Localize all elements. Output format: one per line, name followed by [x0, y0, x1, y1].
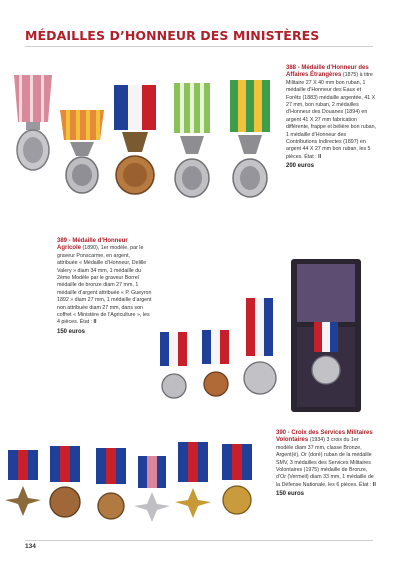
- medal-douanes-bronze: [114, 85, 156, 194]
- lot-389-etat-value: II: [93, 319, 97, 326]
- lot-390-description: [276, 430, 376, 499]
- lot-390-etat-value: II: [372, 481, 376, 488]
- medal-eaux-forets: [60, 110, 104, 193]
- lot-388-heading: 388 - Médaille d’Honneur des Affaires Étrangères: [286, 65, 369, 79]
- lot-390-etat-label: État :: [359, 481, 373, 488]
- medal-affaires-etrangeres: [14, 75, 52, 170]
- medal-agricole-silver-large: [244, 298, 276, 394]
- medal-agricole-in-case: [306, 318, 346, 398]
- lot-388-price: 200 euros: [286, 163, 315, 170]
- case-lid-lining: [297, 264, 355, 322]
- photo-lot-389-medals: [150, 290, 290, 415]
- lot-388-description: [286, 65, 376, 171]
- medaille-smv-bronze: [50, 446, 80, 517]
- page-number: 134: [25, 543, 36, 550]
- lot-389-etat-label: État :: [79, 319, 94, 326]
- photo-lot-388-medals: [4, 60, 284, 200]
- lot-389-description: [57, 238, 152, 336]
- lot-390-heading: 390 - Croix des Services Militaires Volontaires: [276, 430, 373, 444]
- medal-contributions-indirectes: [230, 80, 270, 197]
- medal-douanes-silver: [174, 83, 210, 197]
- page-title: MÉDAILLES D’HONNEUR DES MINISTÈRES: [25, 28, 320, 43]
- croix-smv-or: [175, 442, 211, 518]
- photo-lot-390-medals: [0, 434, 275, 534]
- lot-388-etat-value: II: [318, 153, 322, 160]
- lot-388-etat-label: État :: [304, 153, 319, 160]
- lot-390-price: 150 euros: [276, 491, 305, 498]
- medaille-defense-nationale: [96, 448, 126, 519]
- lot-389-price: 150 euros: [57, 328, 86, 335]
- medaille-smv-vermeil: [222, 444, 252, 514]
- footer-divider: [25, 540, 373, 541]
- croix-smv-bronze: [5, 450, 41, 516]
- lot-389-body: (1890), 1er modèle, par le graveur Ponscarme, en argent, attribuée « Médaille d’Honneur, Delille Valery » diam 34 mm, 1 médaille du 2ème Modèle par le graveur Borrel médaille de bronze diam 27 mm, 1 médaille d’argent attribuée « P. Gueyron 1892 » diam 27 mm, 1 médaille d’argent non attribuée diam 27 mm, dans son coffret « Ministère de l’Agriculture », les 4 pièces.: [57, 245, 152, 326]
- lot-389-heading: 389 - Médaille d’Honneur Agricole: [57, 238, 128, 252]
- medal-agricole-bronze: [202, 330, 229, 396]
- medal-agricole-silver-1: [160, 332, 187, 398]
- croix-smv-argent: [134, 456, 170, 522]
- lot-388-body: (1875) à titre Militaire 27 X 40 mm bon ruban, 1 médaille d’Honneur des Eaux et Forêts (1883) médaille argentée, 41 X 27 mm, bon ruban, 2 médailles d’Honneur des Douanes (1894) en argent 41 X 27 mm fabrication différente, frappe et bélière bon ruban, 1 médaille d’Honneur des Contributions Indirectes (1897) en argent 44 X 27 mm bon ruban, les 5 pièces.: [286, 72, 377, 160]
- title-divider: [25, 46, 373, 47]
- lot-390-body: (1934) 3 croix du 1er modèle diam 37 mm, classe Bronze, Argent(é), Or (doré) ruban de la médaille SMV, 3 médailles des Services Militaires Volontaires (1975) médaille de Bronze, d’Or (Vermeil) diam 33 mm, 1 médaille de la Défense Nationale, les 6 pièces.: [276, 437, 374, 488]
